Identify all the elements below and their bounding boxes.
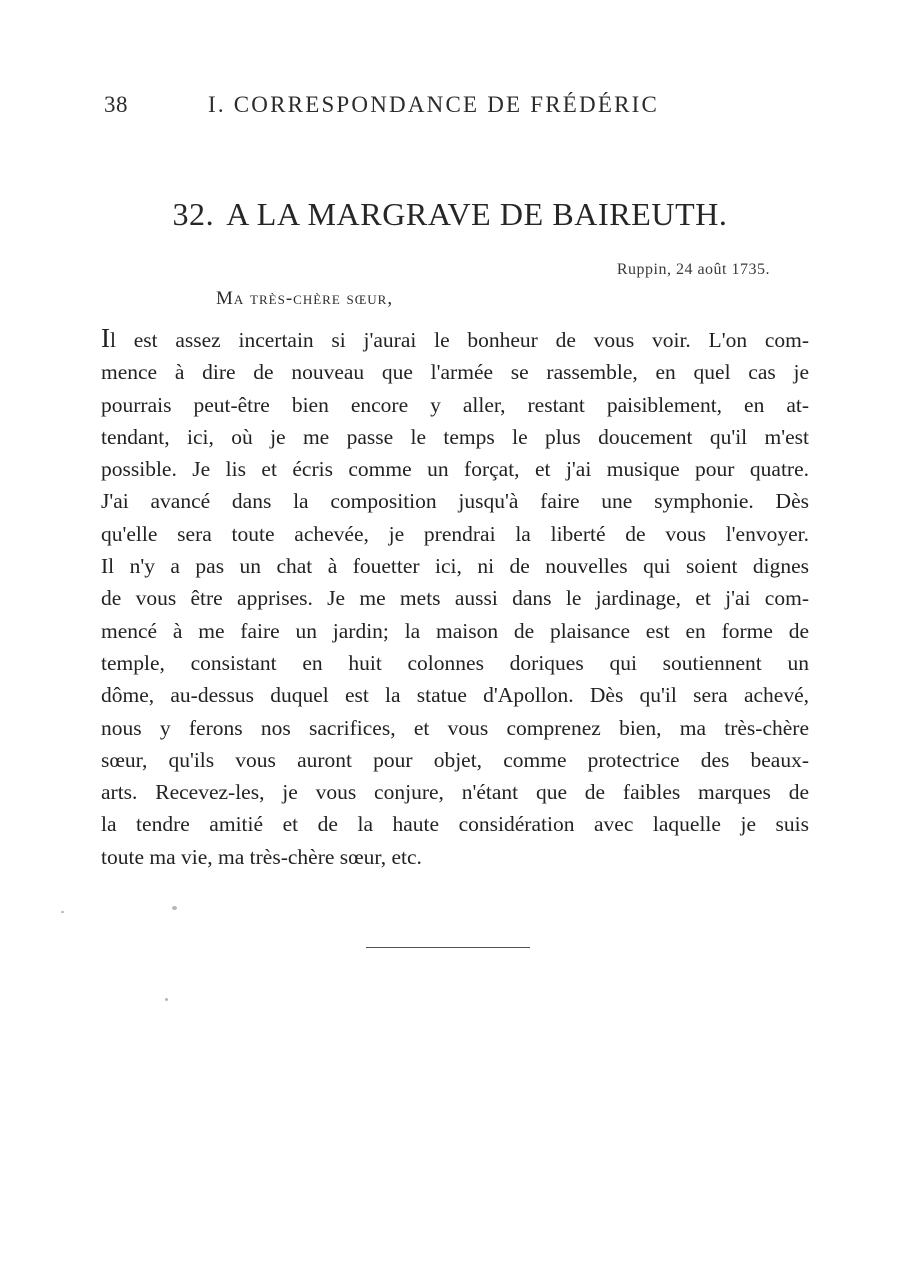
- body-line: mencé à me faire un jardin; la maison de plaisance est en forme de: [101, 618, 809, 643]
- body-line: temple, consistant en huit colonnes doriques qui soutiennent un: [101, 650, 809, 675]
- body-line: de vous être apprises. Je me mets aussi dans le jardinage, et j'ai com-: [101, 586, 809, 611]
- body-line: mence à dire de nouveau que l'armée se rassemble, en quel cas je: [101, 360, 809, 385]
- body-line: possible. Je lis et écris comme un forçat, et j'ai musique pour quatre.: [101, 457, 809, 482]
- body-line: qu'elle sera toute achevée, je prendrai la liberté de vous l'envoyer.: [101, 521, 809, 546]
- body-line: pourrais peut-être bien encore y aller, restant paisiblement, en at-: [101, 392, 809, 417]
- dateline: Ruppin, 24 août 1735.: [616, 261, 770, 278]
- body-line: dôme, au-dessus duquel est la statue d'Apollon. Dès qu'il sera achevé,: [101, 683, 809, 708]
- body-line: tendant, ici, où je me passe le temps le plus doucement qu'il m'est: [101, 424, 809, 449]
- body-line: J'ai avancé dans la composition jusqu'à faire une symphonie. Dès: [101, 489, 809, 514]
- letter-heading: [0, 196, 900, 233]
- body-line: Il n'y a pas un chat à fouetter ici, ni de nouvelles qui soient dignes: [101, 554, 809, 579]
- body-line: arts. Recevez-les, je vous conjure, n'étant que de faibles marques de: [101, 780, 809, 805]
- body-line: la tendre amitié et de la haute considération avec laquelle je suis: [101, 812, 809, 837]
- page-number: 38: [104, 92, 128, 117]
- letter-title: A LA MARGRAVE DE BAIREUTH.: [226, 196, 728, 232]
- letter-body: [101, 324, 809, 873]
- paper-speck: [172, 906, 177, 910]
- salutation: Ma très-chère sœur,: [216, 288, 394, 309]
- drop-cap: I: [101, 323, 110, 353]
- body-line: sœur, qu'ils vous auront pour objet, comme protectrice des beaux-: [101, 747, 809, 772]
- body-line: toute ma vie, ma très-chère sœur, etc.: [101, 844, 422, 869]
- body-line: nous y ferons nos sacrifices, et vous comprenez bien, ma très-chère: [101, 715, 809, 740]
- paper-speck: [165, 998, 168, 1001]
- running-head: I. CORRESPONDANCE DE FRÉDÉRIC: [208, 92, 660, 117]
- closing-rule: [366, 947, 530, 948]
- paper-speck: [61, 911, 64, 913]
- body-line: Il est assez incertain si j'aurai le bonheur de vous voir. L'on com-: [101, 323, 809, 353]
- letter-number: 32.: [172, 196, 215, 232]
